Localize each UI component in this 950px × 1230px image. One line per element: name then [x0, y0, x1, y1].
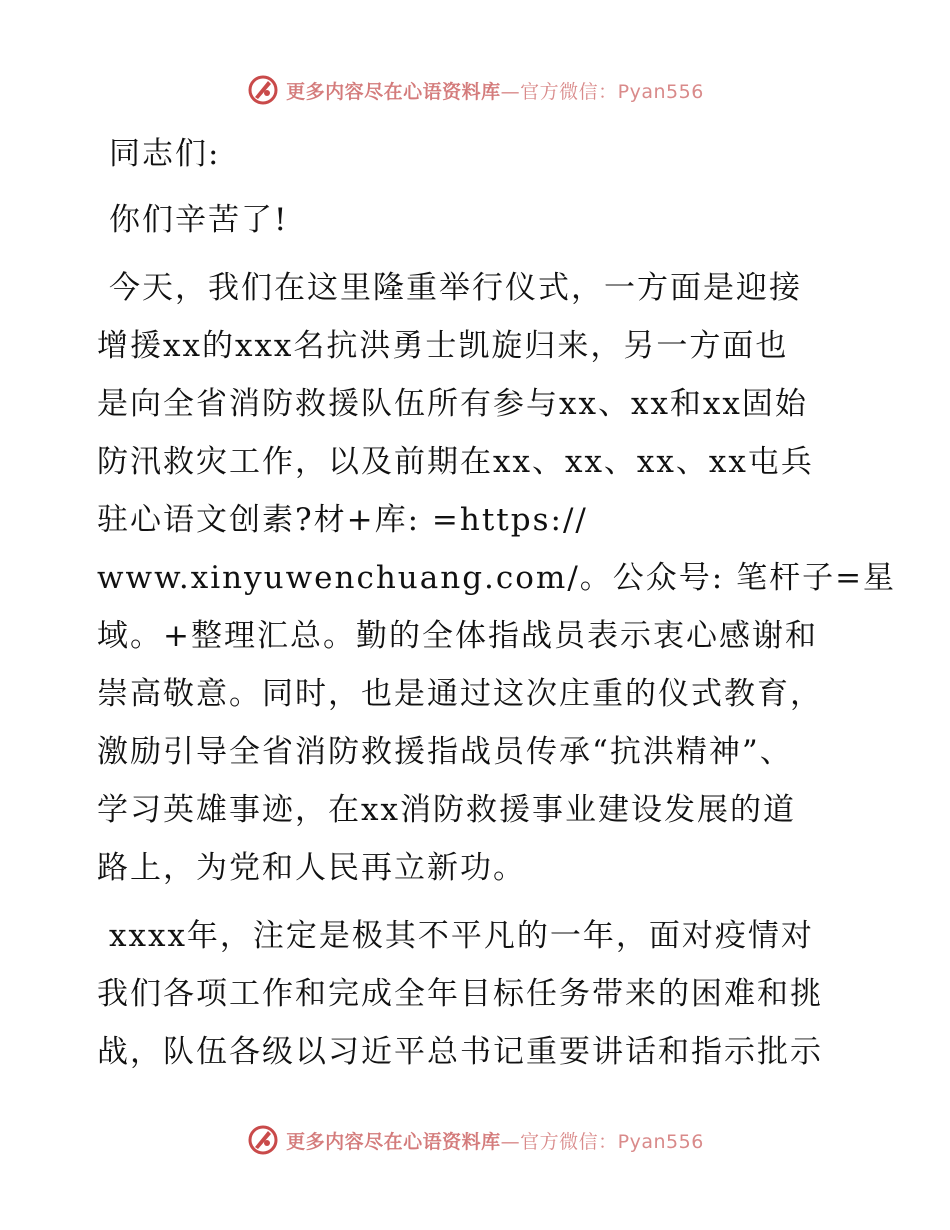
document-body: [97, 125, 897, 1081]
paragraph-1-line-6: www.xinyuwenchuang.com/。公众号: 笔杆子=星: [97, 560, 897, 596]
watermark-group: [246, 73, 704, 107]
paragraph-1-line-5: 驻心语文创素?材+库: =https://: [97, 502, 588, 538]
footer-watermark: [0, 1120, 950, 1160]
paragraph-2-line-2: 我们各项工作和完成全年目标任务带来的困难和挑: [97, 976, 823, 1012]
paragraph-1-line-1: 今天，我们在这里隆重举行仪式，一方面是迎接: [109, 270, 802, 306]
quill-seal-icon: [246, 73, 280, 107]
paragraph-1-line-8: 崇高敬意。同时，也是通过这次庄重的仪式教育，: [97, 676, 823, 712]
watermark-suffix: —官方微信：Pyan556: [500, 1130, 704, 1153]
paragraph-1-line-11: 路上，为党和人民再立新功。: [97, 850, 526, 886]
paragraph-1-line-7: 域。+整理汇总。勤的全体指战员表示衷心感谢和: [97, 618, 818, 654]
paragraph-1-line-3: 是向全省消防救援队伍所有参与xx、xx和xx固始: [97, 386, 808, 422]
salutation: 同志们:: [109, 136, 221, 172]
paragraph-1-line-9: 激励引导全省消防救援指战员传承“抗洪精神”、: [97, 734, 793, 770]
paragraph-1-line-10: 学习英雄事迹，在xx消防救援事业建设发展的道: [97, 792, 796, 828]
header-watermark: [0, 70, 950, 110]
quill-seal-icon: [246, 1123, 280, 1157]
greeting: 你们辛苦了!: [109, 202, 289, 238]
watermark-suffix: —官方微信：Pyan556: [500, 80, 704, 103]
paragraph-2-line-3: 战，队伍各级以习近平总书记重要讲话和指示批示: [97, 1034, 823, 1070]
watermark-text: [286, 77, 704, 104]
watermark-brand: 更多内容尽在心语资料库: [286, 80, 501, 103]
paragraph-1-line-4: 防汛救灾工作，以及前期在xx、xx、xx、xx屯兵: [97, 444, 814, 480]
paragraph-2-line-1: xxxx年，注定是极其不平凡的一年，面对疫情对: [109, 918, 814, 954]
watermark-group: [246, 1123, 704, 1157]
paragraph-1-line-2: 增援xx的xxx名抗洪勇士凯旋归来，另一方面也: [97, 328, 789, 364]
watermark-text: [286, 1127, 704, 1154]
watermark-brand: 更多内容尽在心语资料库: [286, 1130, 501, 1153]
